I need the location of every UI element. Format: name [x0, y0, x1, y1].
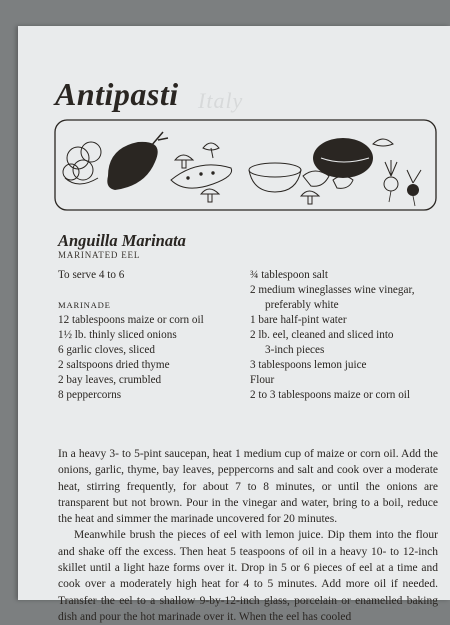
- ingredients-left-column: [58, 268, 233, 403]
- ingredient-line: 2 bay leaves, crumbled: [58, 374, 162, 386]
- cookbook-page: [18, 26, 450, 623]
- radish-icon: [384, 160, 421, 206]
- spacer: [58, 283, 233, 298]
- cauliflower-icon: [63, 142, 101, 184]
- ingredient-line: 2 to 3 tablespoons maize or corn oil: [250, 389, 411, 401]
- ingredient-line: 6 garlic cloves, sliced: [58, 344, 155, 356]
- ingredient-line: Flour: [250, 374, 275, 386]
- vegetable-vignette-illustration: [53, 118, 438, 213]
- ingredient-line: 3 tablespoons lemon juice: [250, 359, 367, 371]
- method-paragraph: Meanwhile brush the pieces of eel with lemon juice. Dip them into the flour and shake off the excess. Then heat 5 teaspoons of oil in a heavy 10- to 12-inch skillet until a light haze forms over it. Drop in 5 or 6 pieces of eel at a time and cook over a moderately high heat for 4 to 5 minutes. Add more oil if needed. Transfer the eel to a shallow 9-by-12-inch glass, porcelain or enamelled baking dish and pour the hot marinade over it. When the eel has cooled: [58, 529, 438, 623]
- ingredient-line: 12 tablespoons maize or corn oil: [58, 314, 204, 326]
- ingredient-line: 3-inch pieces: [265, 344, 325, 356]
- ingredient-line: 2 lb. eel, cleaned and sliced into: [250, 329, 394, 341]
- ingredient-line: 1½ lb. thinly sliced onions: [58, 329, 177, 341]
- recipe-name: Anguilla Marinata: [58, 231, 186, 250]
- ingredient-line: 2 medium wineglasses wine vinegar,: [250, 284, 415, 296]
- method-paragraph: In a heavy 3- to 5-pint saucepan, heat 1 medium cup of maize or corn oil. Add the onions, garlic, thyme, bay leaves, peppercorns and salt and cook over a moderate heat, stirring frequently, for about 7 to 8 minutes, or until the onions are transparent but not brown. Pour in the vinegar and water, bring to a boil, reduce the heat and simmer the marinade uncovered for 20 minutes.: [58, 448, 438, 526]
- ingredient-line: 8 peppercorns: [58, 389, 122, 401]
- bowl-icon: [249, 163, 301, 192]
- recipe-subtitle: MARINATED EEL: [58, 250, 141, 260]
- ingredient-line: ¾ tablespoon salt: [250, 269, 328, 281]
- ingredient-line: 1 bare half-pint water: [250, 314, 347, 326]
- serving-line: To serve 4 to 6: [58, 269, 125, 281]
- method-text: [58, 446, 438, 625]
- ingredient-line: preferably white: [265, 299, 339, 311]
- cucumber-icon: [171, 165, 232, 188]
- page-title: Antipasti: [55, 76, 179, 112]
- show-through-text: Italy: [198, 88, 244, 113]
- ingredients-right-column: [250, 268, 445, 403]
- eggplant-icon: [107, 132, 168, 190]
- ingredient-line: 2 saltspoons dried thyme: [58, 359, 170, 371]
- section-heading-marinade: MARINADE: [58, 300, 111, 310]
